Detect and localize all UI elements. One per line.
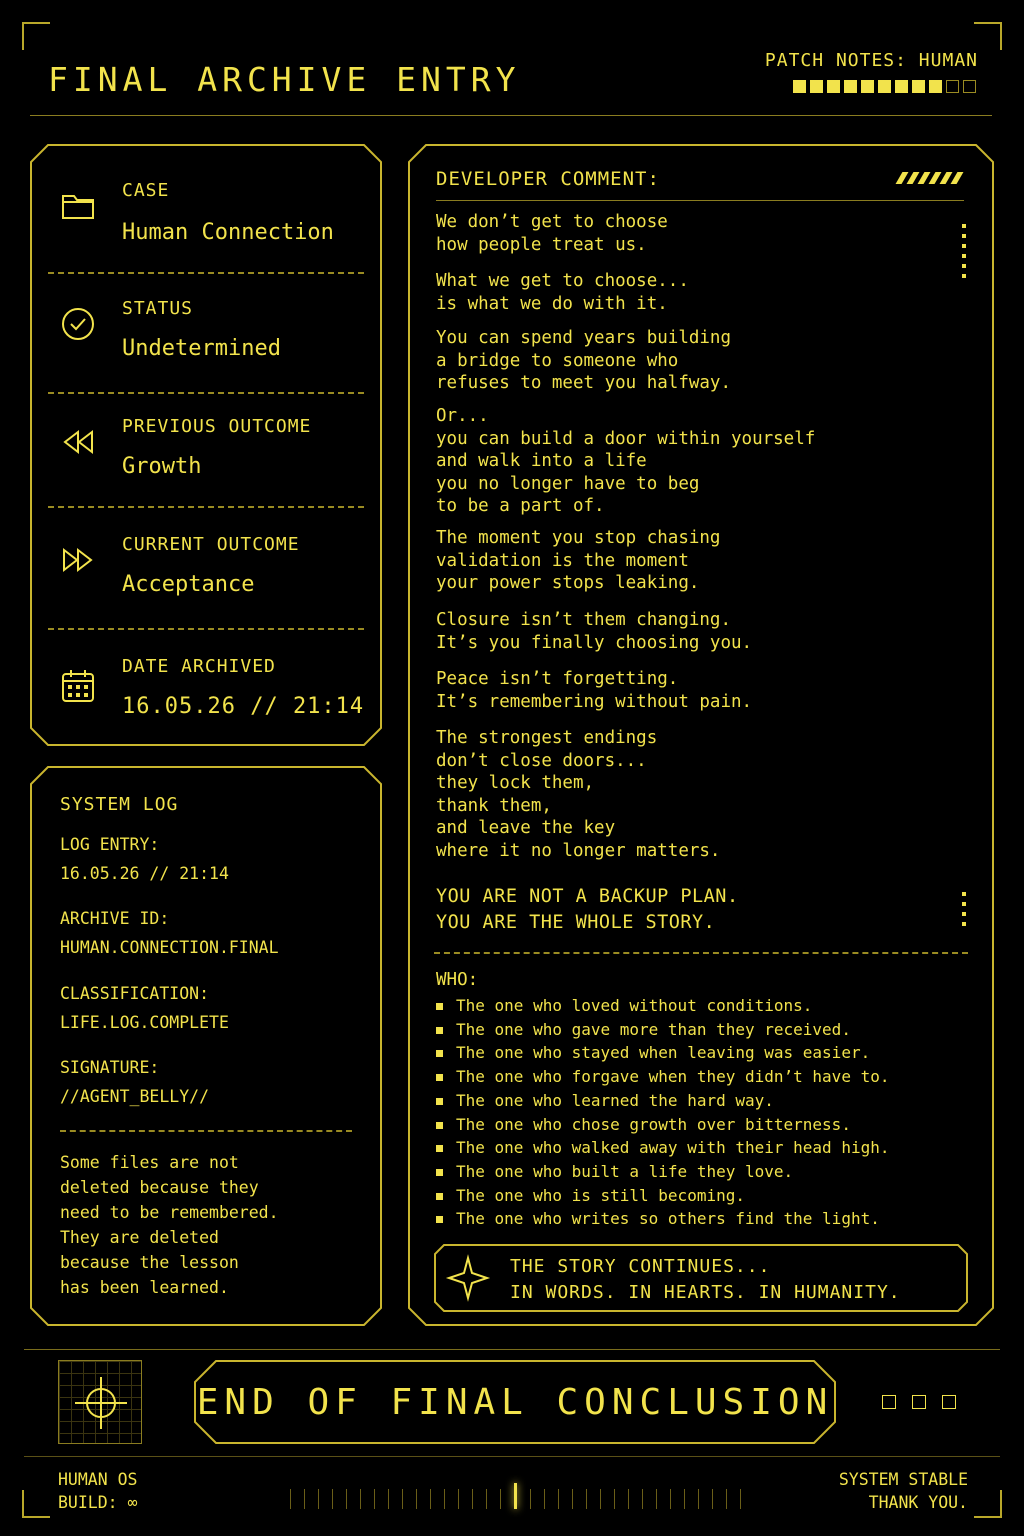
developer-comment-panel <box>408 144 994 1326</box>
comment-paragraph: Peace isn’t forgetting. It’s remembering without pain. <box>436 669 753 712</box>
tick-mark <box>530 1489 531 1509</box>
system-log-title: SYSTEM LOG <box>60 794 179 815</box>
field-value: Acceptance <box>122 572 255 597</box>
tick-mark <box>614 1489 615 1509</box>
dashed-divider <box>48 506 364 508</box>
tick-mark <box>290 1489 291 1509</box>
archive-id-label: ARCHIVE ID: <box>60 909 170 928</box>
tick-mark <box>698 1489 699 1509</box>
archive-id-value: HUMAN.CONNECTION.FINAL <box>60 938 279 957</box>
tick-mark <box>486 1489 487 1509</box>
list-item: The one who is still becoming. <box>436 1184 889 1208</box>
dashed-divider <box>48 392 364 394</box>
status-squares <box>882 1395 956 1409</box>
dashed-divider <box>48 272 364 274</box>
story-text: THE STORY CONTINUES... IN WORDS. IN HEARTS. IN HUMANITY. <box>510 1256 901 1303</box>
field-value: Undetermined <box>122 336 281 361</box>
developer-comment-title: DEVELOPER COMMENT: <box>436 168 660 190</box>
tick-mark <box>684 1489 685 1509</box>
progress-segment <box>810 80 823 93</box>
classification-label: CLASSIFICATION: <box>60 984 210 1003</box>
log-entry-value: 16.05.26 // 21:14 <box>60 864 229 883</box>
corner-bracket-top-right <box>974 22 1002 50</box>
comment-paragraph: Or... you can build a door within yourself and walk into a life you no longer have to beg to be a part of. <box>436 406 816 516</box>
emphasis-text: YOU ARE NOT A BACKUP PLAN. YOU ARE THE WHOLE STORY. <box>436 886 739 933</box>
tick-mark <box>558 1489 559 1509</box>
who-title: WHO: <box>436 970 479 990</box>
progress-segment <box>878 80 891 93</box>
footer-bottom-divider <box>24 1456 1000 1457</box>
list-item: The one who gave more than they received. <box>436 1018 889 1042</box>
log-note-line: They are deleted <box>60 1228 219 1247</box>
tick-mark <box>656 1489 657 1509</box>
tick-mark <box>586 1489 587 1509</box>
log-note-line: deleted because they <box>60 1178 259 1197</box>
case-panel <box>30 144 382 746</box>
field-label: STATUS <box>122 298 194 319</box>
progress-segment <box>895 80 908 93</box>
list-item: The one who forgave when they didn’t have to. <box>436 1065 889 1089</box>
tick-mark <box>712 1489 713 1509</box>
corner-bracket-bottom-left <box>22 1490 50 1518</box>
comment-paragraph: The moment you stop chasing validation is the moment your power stops leaking. <box>436 528 721 593</box>
tick-mark <box>726 1489 727 1509</box>
progress-segment <box>946 80 959 93</box>
tick-mark <box>304 1489 305 1509</box>
list-item: The one who built a life they love. <box>436 1160 889 1184</box>
field-label: CURRENT OUTCOME <box>122 534 300 555</box>
fast-forward-icon <box>60 542 96 578</box>
tick-mark <box>416 1489 417 1509</box>
tick-mark <box>430 1489 431 1509</box>
log-note-line: need to be remembered. <box>60 1203 279 1222</box>
tick-mark <box>500 1489 501 1509</box>
list-item: The one who stayed when leaving was easier. <box>436 1041 889 1065</box>
field-label: DATE ARCHIVED <box>122 656 276 677</box>
list-item: The one who walked away with their head high. <box>436 1136 889 1160</box>
folder-icon <box>60 188 96 224</box>
header-divider <box>30 115 992 116</box>
log-note-line: because the lesson <box>60 1253 239 1272</box>
patch-progress-bar <box>793 80 976 93</box>
tick-mark <box>472 1489 473 1509</box>
system-log-panel <box>30 766 382 1326</box>
progress-segment <box>844 80 857 93</box>
sparkle-icon <box>449 1258 487 1298</box>
tick-mark <box>628 1489 629 1509</box>
rewind-icon <box>60 424 96 460</box>
scroll-indicator-top <box>962 224 966 278</box>
tick-mark <box>544 1489 545 1509</box>
progress-segment <box>912 80 925 93</box>
log-note-line: has been learned. <box>60 1278 229 1297</box>
progress-segment <box>929 80 942 93</box>
log-note-line: Some files are not <box>60 1153 239 1172</box>
hazard-stripes <box>899 172 960 184</box>
signal-ticks <box>290 1483 741 1509</box>
field-value: Human Connection <box>122 220 334 245</box>
tick-mark <box>600 1489 601 1509</box>
comment-paragraph: You can spend years building a bridge to someone who refuses to meet you halfway. <box>436 328 732 393</box>
log-note <box>60 1150 279 1300</box>
classification-value: LIFE.LOG.COMPLETE <box>60 1013 229 1032</box>
check-circle-icon <box>60 306 96 342</box>
tick-mark <box>318 1489 319 1509</box>
field-label: PREVIOUS OUTCOME <box>122 416 312 437</box>
progress-segment <box>793 80 806 93</box>
progress-segment <box>827 80 840 93</box>
dashed-divider <box>434 952 968 954</box>
list-item: The one who learned the hard way. <box>436 1089 889 1113</box>
dashed-divider <box>60 1130 352 1132</box>
tick-mark <box>670 1489 671 1509</box>
tick-mark <box>642 1489 643 1509</box>
end-title: END OF FINAL CONCLUSION <box>196 1381 834 1423</box>
signature-label: SIGNATURE: <box>60 1058 160 1077</box>
tick-mark <box>458 1489 459 1509</box>
progress-segment <box>963 80 976 93</box>
list-item: The one who writes so others find the light. <box>436 1207 889 1231</box>
field-label: CASE <box>122 180 170 201</box>
comment-paragraph: Closure isn’t them changing. It’s you finally choosing you. <box>436 610 753 653</box>
field-value: Growth <box>122 454 202 479</box>
calendar-icon <box>60 668 96 704</box>
tick-mark <box>360 1489 361 1509</box>
os-info: HUMAN OS BUILD: ∞ <box>58 1470 138 1512</box>
tick-mark <box>346 1489 347 1509</box>
system-status: SYSTEM STABLE THANK YOU. <box>838 1470 968 1512</box>
tick-mark <box>388 1489 389 1509</box>
corner-bracket-bottom-right <box>974 1490 1002 1518</box>
who-list <box>436 994 889 1231</box>
tick-mark <box>514 1483 517 1509</box>
patch-notes-label: PATCH NOTES: HUMAN <box>764 50 978 71</box>
page-title: FINAL ARCHIVE ENTRY <box>48 60 521 99</box>
comment-paragraph: The strongest endings don’t close doors... they lock them, thank them, and leave the key where it no longer matters. <box>436 728 721 861</box>
progress-segment <box>861 80 874 93</box>
title-divider <box>436 200 964 201</box>
list-item: The one who chose growth over bitterness. <box>436 1113 889 1137</box>
target-panel <box>58 1360 142 1444</box>
corner-bracket-top-left <box>22 22 50 50</box>
tick-mark <box>374 1489 375 1509</box>
field-value: 16.05.26 // 21:14 <box>122 694 365 719</box>
signature-value: //AGENT_BELLY// <box>60 1087 210 1106</box>
tick-mark <box>444 1489 445 1509</box>
tick-mark <box>572 1489 573 1509</box>
crosshair-icon <box>59 1361 143 1445</box>
log-entry-label: LOG ENTRY: <box>60 835 160 854</box>
comment-paragraph: We don’t get to choose how people treat us. <box>436 212 668 255</box>
comment-paragraph: What we get to choose... is what we do with it. <box>436 271 689 314</box>
scroll-indicator-bottom <box>962 892 966 926</box>
tick-mark <box>332 1489 333 1509</box>
list-item: The one who loved without conditions. <box>436 994 889 1018</box>
tick-mark <box>402 1489 403 1509</box>
tick-mark <box>740 1489 741 1509</box>
footer-divider <box>24 1349 1000 1350</box>
dashed-divider <box>48 628 364 630</box>
